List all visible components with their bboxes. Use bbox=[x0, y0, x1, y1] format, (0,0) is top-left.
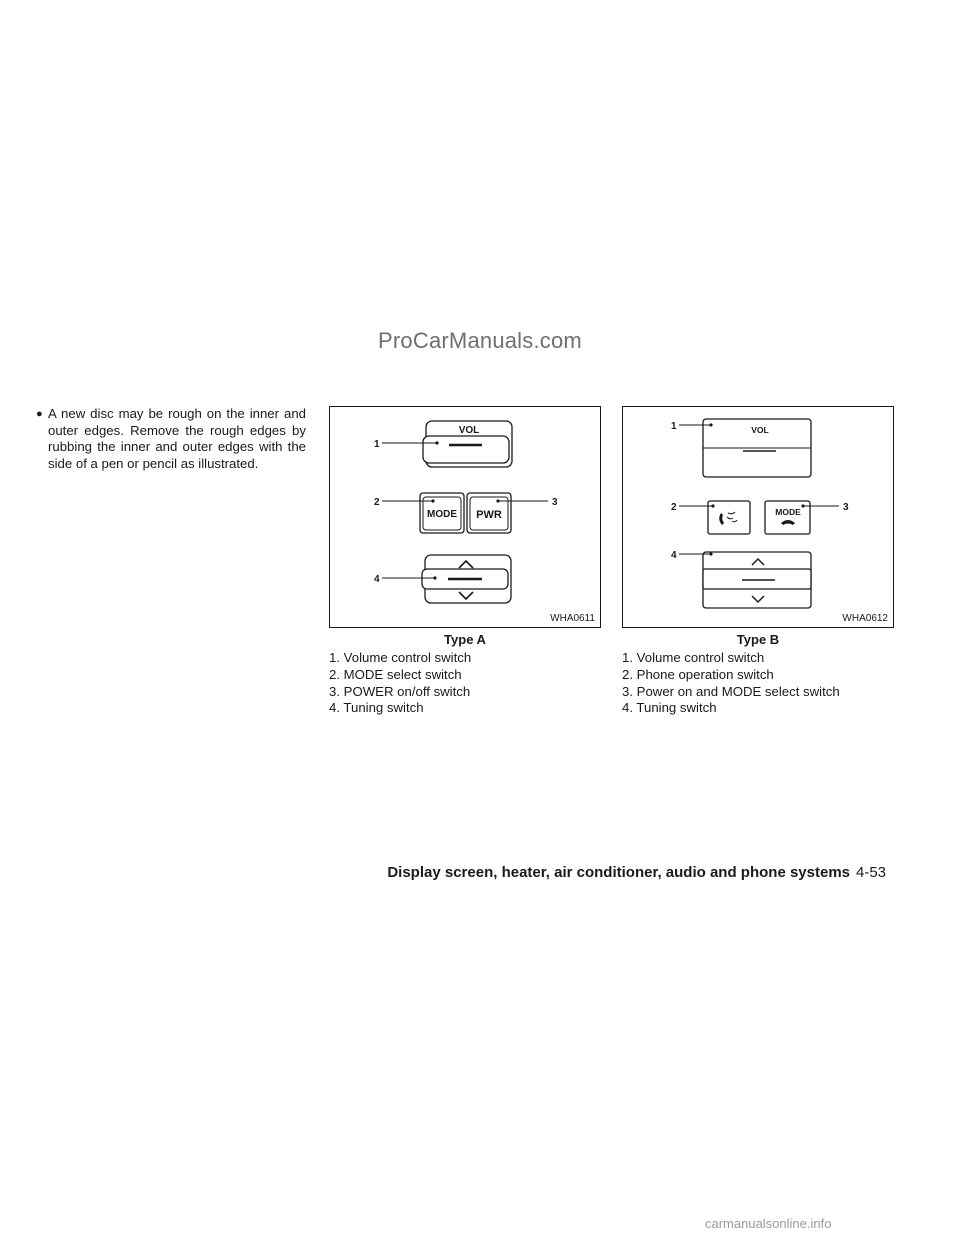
svg-text:3: 3 bbox=[843, 502, 849, 513]
svg-text:2: 2 bbox=[671, 502, 677, 513]
figure-type-a bbox=[329, 406, 601, 628]
legend-item: 3. Power on and MODE select switch bbox=[622, 683, 840, 699]
legend-item: 2. MODE select switch bbox=[329, 666, 462, 682]
svg-text:1: 1 bbox=[671, 421, 677, 432]
vol-label: VOL bbox=[458, 425, 480, 436]
svg-text:1: 1 bbox=[374, 439, 380, 450]
svg-text:4: 4 bbox=[374, 574, 380, 585]
bullet-icon: ● bbox=[36, 408, 43, 420]
svg-text:3: 3 bbox=[552, 497, 558, 508]
legend-item: 2. Phone operation switch bbox=[622, 666, 774, 682]
figure-type-b-label: Type B bbox=[736, 632, 780, 647]
legend-item: 3. POWER on/off switch bbox=[329, 683, 471, 699]
mode-label: MODE bbox=[427, 509, 457, 520]
bottom-watermark: carmanualsonline.info bbox=[705, 1216, 832, 1231]
figure-type-b bbox=[622, 406, 894, 628]
figure-code: WHA0611 bbox=[550, 613, 595, 624]
bullet-text: A new disc may be rough on the inner and outer edges. Remove the rough edges by rubbing the inner and outer edges with the side of a pen or pencil as illustrated. bbox=[48, 406, 306, 471]
legend-item: 1. Volume control switch bbox=[329, 650, 472, 665]
svg-text:4: 4 bbox=[671, 550, 677, 561]
pwr-label: PWR bbox=[476, 509, 502, 521]
vol-label: VOL bbox=[751, 425, 769, 435]
watermark: ProCarManuals.com bbox=[378, 328, 582, 353]
legend-item: 4. Tuning switch bbox=[329, 700, 424, 716]
volume-switch-illustration bbox=[703, 419, 811, 477]
svg-text:2: 2 bbox=[374, 497, 380, 508]
section-title: Display screen, heater, air conditioner, audio and phone systems bbox=[387, 864, 850, 881]
mode-label: MODE bbox=[775, 507, 801, 517]
phone-mode-switch-illustration bbox=[708, 501, 810, 534]
figure-code: WHA0612 bbox=[842, 613, 888, 624]
switch-diagram-a bbox=[330, 407, 600, 627]
tuning-switch-illustration bbox=[703, 552, 811, 608]
mode-pwr-switch-illustration bbox=[420, 493, 511, 533]
page-number: 4-53 bbox=[856, 864, 887, 881]
legend-item: 4. Tuning switch bbox=[622, 700, 717, 716]
legend-type-b bbox=[622, 650, 894, 717]
figure-type-a-label: Type A bbox=[444, 632, 486, 647]
legend-type-a bbox=[329, 650, 601, 717]
switch-diagram-b bbox=[623, 407, 893, 627]
bullet-paragraph bbox=[36, 406, 306, 472]
legend-item: 1. Volume control switch bbox=[622, 650, 765, 665]
